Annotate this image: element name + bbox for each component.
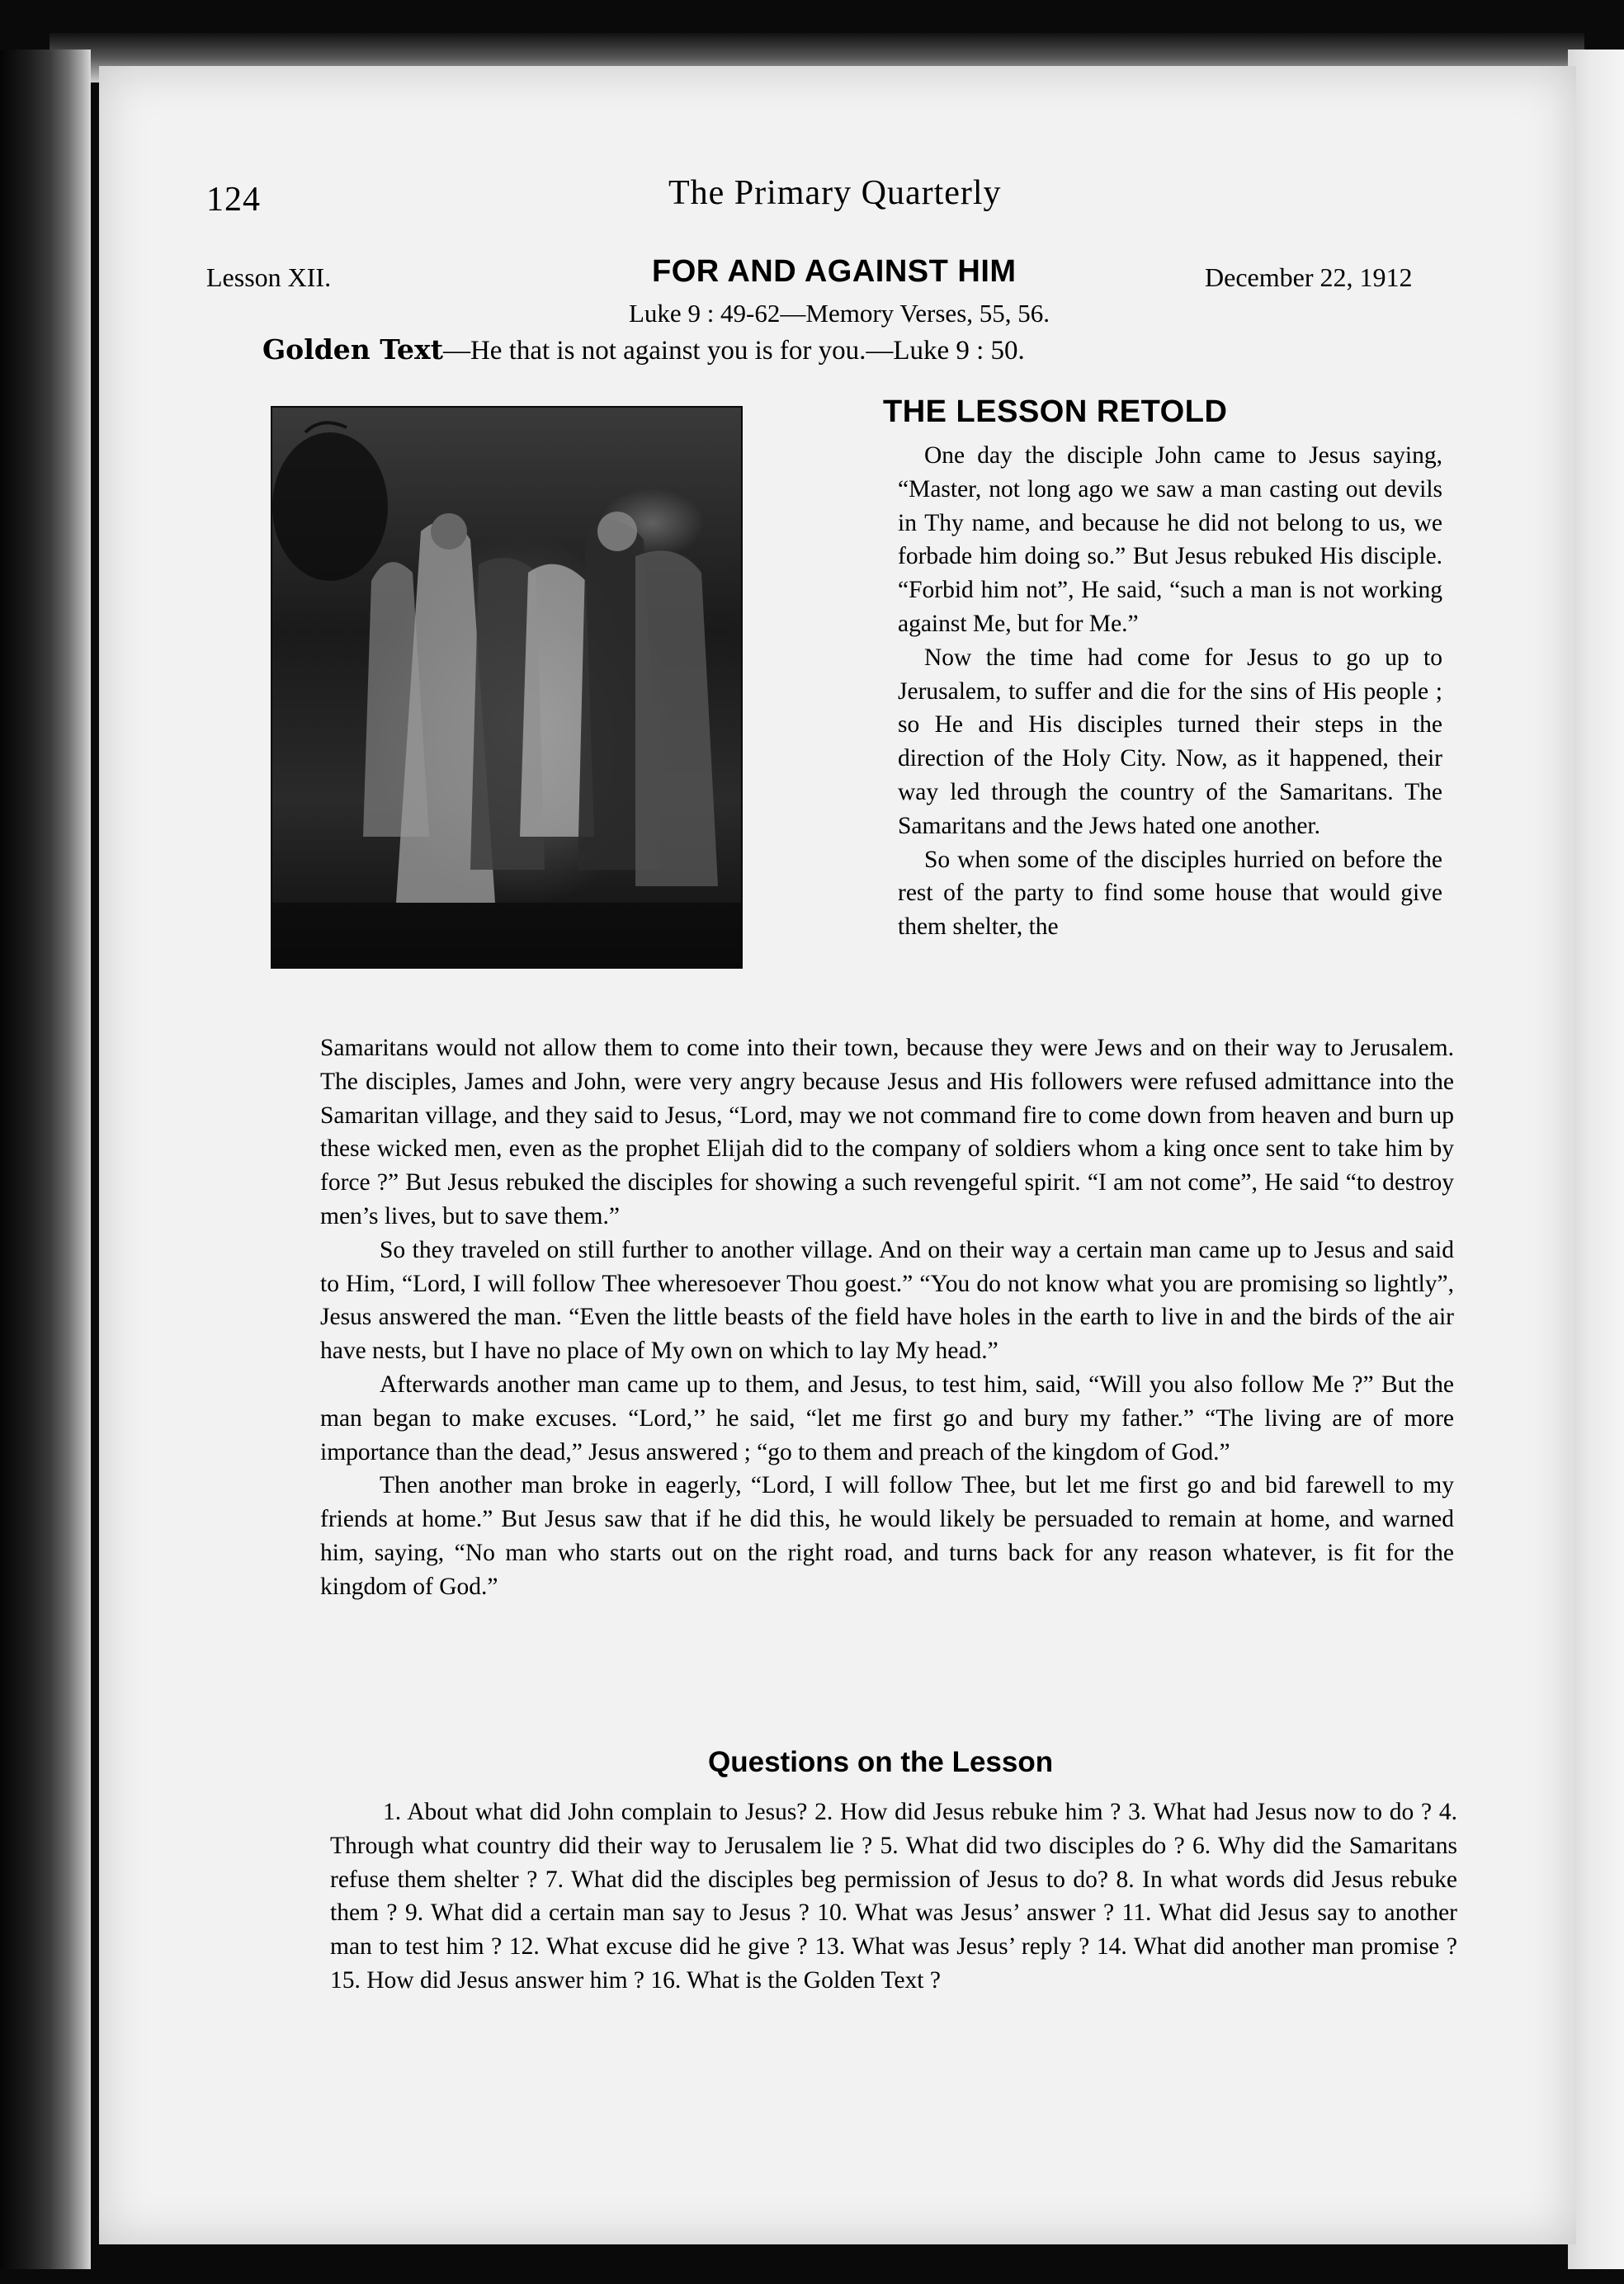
book-binding-edge bbox=[0, 50, 91, 2269]
golden-text bbox=[262, 333, 1025, 366]
questions-heading: Questions on the Lesson bbox=[708, 1746, 1054, 1778]
paragraph: Now the time had come for Jesus to go up to Jerusalem, to suffer and die for the sins of His people ; so He and His disciples turned their steps in the direction of the Holy City. Now, as it happened, their way led through the country of the Samaritans. The Samaritans and the Jews hated one another. bbox=[898, 644, 1442, 839]
page-number: 124 bbox=[206, 181, 261, 219]
lesson-number: Lesson XII. bbox=[206, 262, 332, 292]
questions-block bbox=[330, 1796, 1457, 1998]
paragraph: So when some of the disciples hurried on before the rest of the party to find some house that would give them shelter, the bbox=[898, 846, 1442, 941]
paragraph: Afterwards another man came up to them, and Jesus, to test him, said, “Will you also follow Me ?” But the man began to make excuses. “Lord,’’ he said, “let me first go and bury my father.” “The living are of more importance than the dead,” Jesus answered ; “go to them and preach of the kingdom of God.” bbox=[320, 1371, 1454, 1465]
golden-text-body: —He that is not against you is for you.—Luke 9 : 50. bbox=[442, 336, 1025, 366]
questions-text: 1. About what did John complain to Jesus? 2. How did Jesus rebuke him ? 3. What had Jesus now to do ? 4. Through what country did their way to Jerusalem lie ? 5. What did two disciples do ? 6. Why did the Samaritans refuse them shelter ? 7. What did the disciples beg permission of Jesus to do? 8. In what words did Jesus rebuke them ? 9. What did a certain man say to Jesus ? 10. What was Jesus’ answer ? 11. What did Jesus say to another man to test him ? 12. What excuse did he give ? 13. What was Jesus’ reply ? 14. What did another man promise ? 15. How did Jesus answer him ? 16. What is the Golden Text ? bbox=[330, 1799, 1457, 1994]
retold-narrow-column bbox=[898, 439, 1442, 944]
lesson-date: December 22, 1912 bbox=[1205, 262, 1413, 292]
paragraph: One day the disciple John came to Jesus saying, “Master, not long ago we saw a man casting out devils in Thy name, and because he did not belong to us, we forbade him doing so.” But Jesus rebuked His disciple. “Forbid him not”, He said, “such a man is not working against Me, but for Me.” bbox=[898, 442, 1442, 637]
paragraph: So they traveled on still further to another village. And on their way a certain man came up to Jesus and said to Him, “Lord, I will follow Thee wheresoever Thou goest.” “You do not know what you are promising so lightly”, Jesus answered the man. “Even the little beasts of the field have holes in the earth to live in and the birds of the air have nests, but I have no place of My own on which to lay My head.” bbox=[320, 1236, 1454, 1365]
paragraph: Then another man broke in eagerly, “Lord, I will follow Thee, but let me first go and bid farewell to my friends at home.” But Jesus saw that if he did this, he would likely be persuaded to remain at home, and warned him, saying, “No man who starts out on the right road, and turns back for any reason whatever, is fit for the kingdom of God.” bbox=[320, 1472, 1454, 1600]
paragraph: Samaritans would not allow them to come into their town, because they were Jews and on their way to Jerusalem. The disciples, James and John, were very angry because Jesus and His followers were refused admittance into the Samaritan village, and they said to Jesus, “Lord, may we not command fire to come down from heaven and burn up these wicked men, even as the prophet Elijah did to the company of soldiers whom a king once sent to take him by force ?” But Jesus rebuked the disciples for showing a such revengeful spirit. “I am not come”, He said “to destroy men’s lives, but to save them.” bbox=[320, 1035, 1454, 1229]
facing-page-edge bbox=[1568, 50, 1624, 2269]
lesson-illustration bbox=[271, 406, 743, 969]
golden-text-label: Golden Text bbox=[262, 333, 443, 366]
illustration-figures bbox=[272, 408, 741, 967]
running-head: The Primary Quarterly bbox=[668, 174, 1002, 212]
scripture-reference: Luke 9 : 49-62—Memory Verses, 55, 56. bbox=[629, 299, 1050, 328]
retold-wide-column bbox=[320, 1031, 1454, 1604]
lesson-title: FOR AND AGAINST HIM bbox=[652, 254, 1017, 289]
lesson-retold-heading: THE LESSON RETOLD bbox=[883, 394, 1228, 429]
